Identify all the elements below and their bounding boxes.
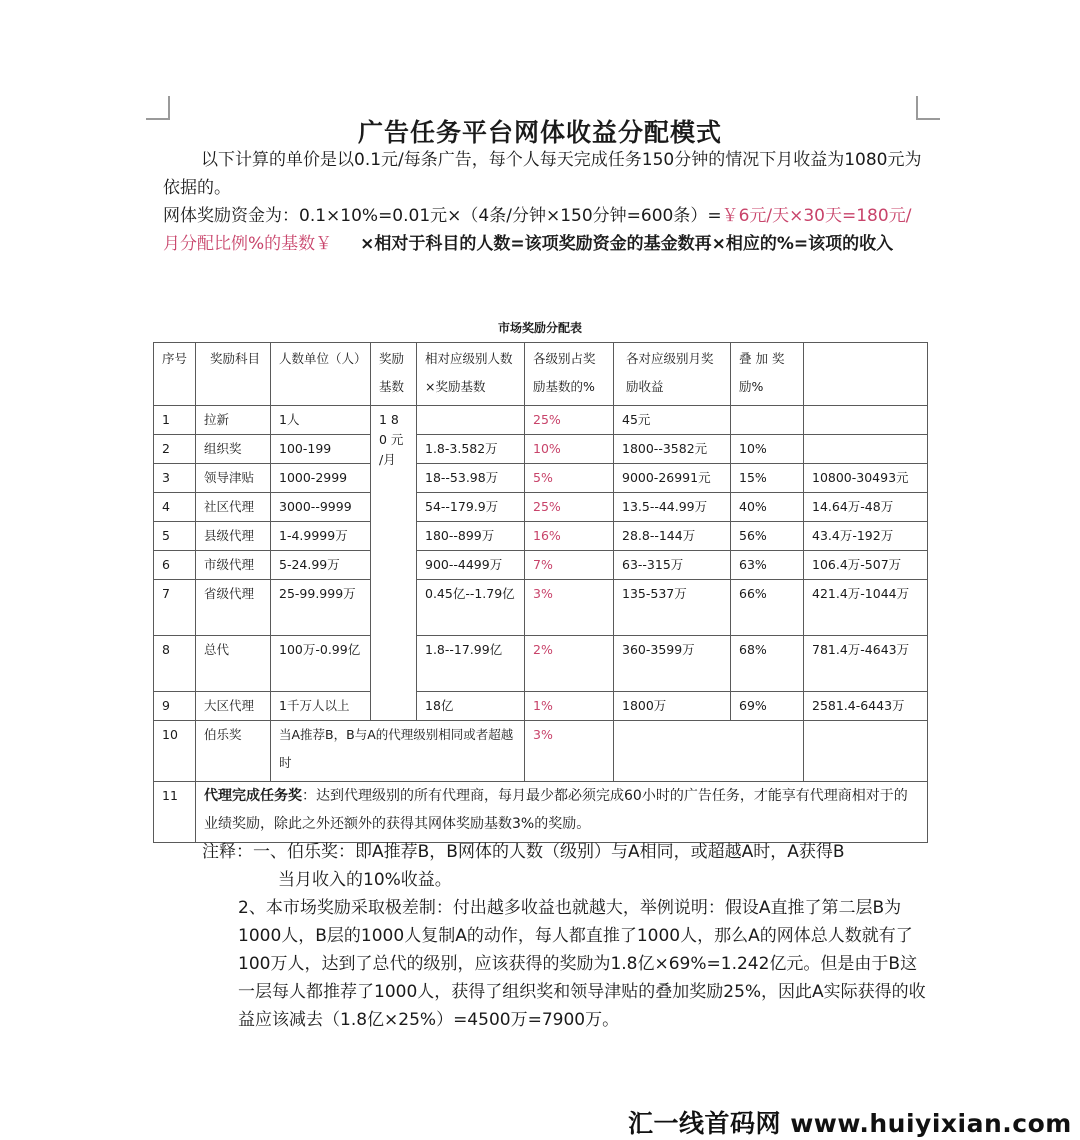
note-one: 注释：一、伯乐奖：即A推荐B，B网体的人数（级别）与A相同，或超越A时，A获得B — [202, 842, 845, 862]
cell-count: 3000--9999 — [271, 493, 371, 522]
cell-total — [804, 406, 928, 435]
cell-name: 组织奖 — [196, 435, 271, 464]
formula-text-b: ￥6元/天×30天=180元/月分配比例%的基数￥ — [163, 206, 912, 254]
cell-pct: 25% — [525, 406, 614, 435]
cell-stack: 68% — [731, 636, 804, 692]
cell-stack: 10% — [731, 435, 804, 464]
cell-income: 1800--3582元 — [614, 435, 731, 464]
cell-task-reward — [196, 782, 928, 843]
cell-name: 社区代理 — [196, 493, 271, 522]
cell-pct: 3% — [525, 721, 614, 782]
cell-stack: 40% — [731, 493, 804, 522]
cell-stack: 66% — [731, 580, 804, 636]
cell-pct: 5% — [525, 464, 614, 493]
cell-total: 106.4万-507万 — [804, 551, 928, 580]
cell-no: 2 — [154, 435, 196, 464]
header-cell — [804, 343, 928, 406]
table-row — [154, 782, 928, 843]
header-cell: 相对应级别人数×奖励基数 — [417, 343, 525, 406]
page-title: 广告任务平台网体收益分配模式 — [357, 118, 722, 147]
cell-pct: 3% — [525, 580, 614, 636]
cell-count: 1人 — [271, 406, 371, 435]
cell-total: 43.4万-192万 — [804, 522, 928, 551]
cell-no: 5 — [154, 522, 196, 551]
cell-income: 9000-26991元 — [614, 464, 731, 493]
cell-desc: 当A推荐B，B与A的代理级别相同或者超越时 — [271, 721, 525, 782]
cell-no: 9 — [154, 692, 196, 721]
table-row — [154, 692, 928, 721]
cell-count: 100-199 — [271, 435, 371, 464]
cell-range: 180--899万 — [417, 522, 525, 551]
cell-name: 大区代理 — [196, 692, 271, 721]
cell-income: 45元 — [614, 406, 731, 435]
cell-empty — [804, 721, 928, 782]
cell-pct: 25% — [525, 493, 614, 522]
cell-range: 18--53.98万 — [417, 464, 525, 493]
cell-count: 25-99.999万 — [271, 580, 371, 636]
reward-table — [153, 342, 928, 843]
cell-count: 5-24.99万 — [271, 551, 371, 580]
table-row — [154, 464, 928, 493]
cell-name: 省级代理 — [196, 580, 271, 636]
table-row — [154, 522, 928, 551]
cell-name: 领导津贴 — [196, 464, 271, 493]
header-cell: 奖励科目 — [196, 343, 271, 406]
table-row — [154, 721, 928, 782]
header-cell: 奖励基数 — [371, 343, 417, 406]
cell-total: 2581.4-6443万 — [804, 692, 928, 721]
table-row — [154, 406, 928, 435]
cell-total: 14.64万-48万 — [804, 493, 928, 522]
cell-pct: 2% — [525, 636, 614, 692]
cell-stack — [731, 406, 804, 435]
cell-pct: 10% — [525, 435, 614, 464]
cell-no: 3 — [154, 464, 196, 493]
header-cell: 各对应级别月奖励收益 — [614, 343, 731, 406]
cell-range — [417, 406, 525, 435]
cell-no: 7 — [154, 580, 196, 636]
cell-range: 900--4499万 — [417, 551, 525, 580]
cell-stack: 15% — [731, 464, 804, 493]
cell-no: 4 — [154, 493, 196, 522]
cell-income: 13.5--44.99万 — [614, 493, 731, 522]
cell-range: 1.8--17.99亿 — [417, 636, 525, 692]
cell-pct: 7% — [525, 551, 614, 580]
note-one-cont: 当月收入的10%收益。 — [278, 870, 452, 890]
cell-range: 54--179.9万 — [417, 493, 525, 522]
watermark-footer: 汇一线首码网 www.huiyixian.com — [628, 1109, 1072, 1138]
note-two: 2、本市场奖励采取极差制：付出越多收益也就越大，举例说明：假设A直推了第二层B为1000人，B层的1000人复制A的动作，每人都直推了1000人，那么A的网体总人数就有了100万人，达到了总代的级别，应该获得的奖励为1.8亿×69%=1.242亿元。但是由于B这一层每人都推荐了1000人，获得了组织奖和领导津贴的叠加奖励25%，因此A实际获得的收益应该减去（1.8亿×25%）=4500万=7900万。 — [238, 898, 926, 1030]
table-row — [154, 580, 928, 636]
task-reward-text: ：达到代理级别的所有代理商，每月最少都必须完成60小时的广告任务，才能享有代理商相对于的业绩奖励，除此之外还额外的获得其网体奖励基数3%的奖励。 — [204, 788, 908, 832]
cell-name: 伯乐奖 — [196, 721, 271, 782]
task-reward-label: 代理完成任务奖 — [204, 788, 302, 804]
cell-pct: 16% — [525, 522, 614, 551]
cell-name: 市级代理 — [196, 551, 271, 580]
cell-range: 1.8-3.582万 — [417, 435, 525, 464]
cell-range: 0.45亿--1.79亿 — [417, 580, 525, 636]
header-cell: 人数单位（人） — [271, 343, 371, 406]
header-cell: 序号 — [154, 343, 196, 406]
formula-text-c: ×相对于科目的人数=该项奖励资金的基金数再×相应的%=该项的收入 — [360, 234, 894, 254]
cell-total: 781.4万-4643万 — [804, 636, 928, 692]
base-cell: 1 8 0 元 /月 — [371, 406, 417, 721]
table-caption: 市场奖励分配表 — [497, 321, 582, 335]
cell-count: 1000-2999 — [271, 464, 371, 493]
cell-income: 360-3599万 — [614, 636, 731, 692]
cell-no: 1 — [154, 406, 196, 435]
cell-stack: 69% — [731, 692, 804, 721]
cell-empty — [614, 721, 804, 782]
cell-name: 拉新 — [196, 406, 271, 435]
cell-pct: 1% — [525, 692, 614, 721]
intro-paragraph: 以下计算的单价是以0.1元/每条广告，每个人每天完成任务150分钟的情况下月收益为1080元为依据的。 — [163, 150, 922, 198]
cell-total — [804, 435, 928, 464]
cell-income: 63--315万 — [614, 551, 731, 580]
header-cell: 各级别占奖励基数的% — [525, 343, 614, 406]
table-row — [154, 493, 928, 522]
cell-name: 县级代理 — [196, 522, 271, 551]
table-row — [154, 551, 928, 580]
cell-name: 总代 — [196, 636, 271, 692]
cell-stack: 63% — [731, 551, 804, 580]
cell-count: 1-4.9999万 — [271, 522, 371, 551]
cell-count: 100万-0.99亿 — [271, 636, 371, 692]
cell-no: 8 — [154, 636, 196, 692]
cell-no: 6 — [154, 551, 196, 580]
cell-income: 1800万 — [614, 692, 731, 721]
cell-count: 1千万人以上 — [271, 692, 371, 721]
cell-total: 421.4万-1044万 — [804, 580, 928, 636]
cell-no: 11 — [154, 782, 196, 843]
cell-no: 10 — [154, 721, 196, 782]
table-header-row — [154, 343, 928, 406]
table-row — [154, 636, 928, 692]
formula-paragraph — [163, 202, 923, 258]
header-cell: 叠 加 奖励% — [731, 343, 804, 406]
formula-text-a: 网体奖励资金为：0.1×10%=0.01元×（4条/分钟×150分钟=600条）= — [163, 206, 722, 226]
cell-range: 18亿 — [417, 692, 525, 721]
cell-income: 28.8--144万 — [614, 522, 731, 551]
table-row — [154, 435, 928, 464]
cell-income: 135-537万 — [614, 580, 731, 636]
cell-stack: 56% — [731, 522, 804, 551]
cell-total: 10800-30493元 — [804, 464, 928, 493]
